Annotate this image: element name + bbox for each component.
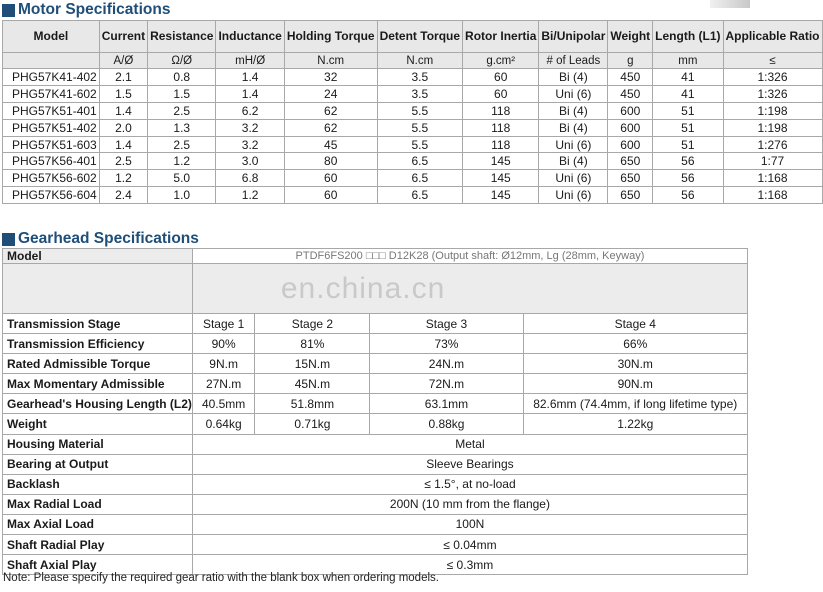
motor-table-row [3, 119, 823, 136]
motor-value-cell: 1.2 [216, 187, 284, 204]
motor-value-cell: 600 [608, 119, 653, 136]
motor-table-row [3, 170, 823, 187]
efficiency-value: 66% [523, 334, 748, 354]
gear-backlash-row [3, 474, 748, 494]
motor-value-cell: 450 [608, 85, 653, 102]
motor-value-cell: 145 [463, 187, 539, 204]
gear-model-label: Model [3, 249, 193, 264]
motor-table-row [3, 153, 823, 170]
housing-length-value: 40.5mm [192, 394, 255, 414]
motor-value-cell: 1:198 [723, 102, 822, 119]
motor-value-cell: 56 [653, 153, 723, 170]
motor-value-cell: 32 [284, 69, 377, 86]
motor-model-cell: PHG57K51-401 [3, 102, 100, 119]
motor-unit-cell: A/Ø [99, 53, 147, 69]
motor-value-cell: 2.5 [148, 102, 216, 119]
motor-value-cell: 650 [608, 170, 653, 187]
axial-play-value: ≤ 0.3mm [192, 555, 747, 575]
motor-value-cell: 60 [463, 69, 539, 86]
motor-column-header: Detent Torque [377, 21, 462, 53]
gear-watermark-row [3, 264, 748, 314]
efficiency-value: 73% [370, 334, 523, 354]
motor-value-cell: 3.0 [216, 153, 284, 170]
motor-model-cell: PHG57K41-402 [3, 69, 100, 86]
housing-length-value: 82.6mm (74.4mm, if long lifetime type) [523, 394, 748, 414]
gear-bearing-row [3, 454, 748, 474]
housing-material-label: Housing Material [3, 434, 193, 454]
motor-value-cell: 1:168 [723, 170, 822, 187]
motor-value-cell: 60 [284, 187, 377, 204]
motor-value-cell: 1:198 [723, 119, 822, 136]
motor-unit-cell: g.cm² [463, 53, 539, 69]
motor-unit-cell: N.cm [377, 53, 462, 69]
gear-title-text: Gearhead Specifications [18, 230, 199, 247]
watermark: en.china.cn [192, 264, 747, 314]
motor-value-cell: 1:326 [723, 85, 822, 102]
rated-torque-value: 9N.m [192, 354, 255, 374]
gear-section-title [2, 229, 199, 249]
gear-max-torque-row [3, 374, 748, 394]
motor-value-cell: 1.5 [99, 85, 147, 102]
rated-torque-value: 24N.m [370, 354, 523, 374]
stage-value: Stage 4 [523, 314, 748, 334]
gear-axial-load-row [3, 514, 748, 534]
max-torque-value: 45N.m [255, 374, 370, 394]
motor-value-cell: 1:168 [723, 187, 822, 204]
backlash-label: Backlash [3, 474, 193, 494]
motor-unit-cell: ≤ [723, 53, 822, 69]
gear-blank-label [3, 264, 193, 314]
motor-column-header: Resistance [148, 21, 216, 53]
motor-value-cell: 6.5 [377, 187, 462, 204]
weight-value: 1.22kg [523, 414, 748, 434]
motor-model-cell: PHG57K41-602 [3, 85, 100, 102]
housing-length-value: 51.8mm [255, 394, 370, 414]
weight-value: 0.88kg [370, 414, 523, 434]
motor-value-cell: 1.5 [148, 85, 216, 102]
gear-radial-load-row [3, 494, 748, 514]
motor-value-cell: 118 [463, 119, 539, 136]
gear-housing-material-row [3, 434, 748, 454]
gear-stage-row [3, 314, 748, 334]
motor-column-header: Rotor Inertia [463, 21, 539, 53]
housing-length-value: 63.1mm [370, 394, 523, 414]
motor-value-cell: 6.2 [216, 102, 284, 119]
motor-value-cell: 6.5 [377, 170, 462, 187]
motor-value-cell: Uni (6) [539, 187, 608, 204]
motor-value-cell: 51 [653, 119, 723, 136]
motor-value-cell: 56 [653, 170, 723, 187]
motor-value-cell: 2.5 [148, 136, 216, 153]
motor-value-cell: 60 [284, 170, 377, 187]
motor-value-cell: Bi (4) [539, 69, 608, 86]
efficiency-value: 90% [192, 334, 255, 354]
motor-value-cell: 3.5 [377, 85, 462, 102]
motor-value-cell: 41 [653, 85, 723, 102]
motor-column-header: Length (L1) [653, 21, 723, 53]
gear-rated-torque-row [3, 354, 748, 374]
motor-title-text: Motor Specifications [18, 1, 171, 18]
motor-value-cell: 650 [608, 153, 653, 170]
motor-value-cell: Uni (6) [539, 85, 608, 102]
motor-value-cell: 56 [653, 187, 723, 204]
motor-value-cell: 51 [653, 102, 723, 119]
motor-column-header: Current [99, 21, 147, 53]
section-marker-icon [2, 4, 15, 17]
motor-unit-cell: g [608, 53, 653, 69]
motor-table-row [3, 136, 823, 153]
motor-section-title [2, 0, 170, 20]
motor-value-cell: 600 [608, 102, 653, 119]
motor-value-cell: 24 [284, 85, 377, 102]
efficiency-label: Transmission Efficiency [3, 334, 193, 354]
gear-model-value: PTDF6FS200 □□□ D12K28 (Output shaft: Ø12mm, Lg (28mm, Keyway) [192, 249, 747, 264]
motor-value-cell: 45 [284, 136, 377, 153]
motor-value-cell: 1.4 [216, 69, 284, 86]
motor-table-row [3, 69, 823, 86]
motor-value-cell: 1:77 [723, 153, 822, 170]
section-marker-icon [2, 233, 15, 246]
axial-load-label: Max Axial Load [3, 514, 193, 534]
motor-value-cell: 6.8 [216, 170, 284, 187]
motor-column-header: Bi/Unipolar [539, 21, 608, 53]
housing-length-label: Gearhead's Housing Length (L2) [3, 394, 193, 414]
gear-weight-row [3, 414, 748, 434]
motor-unit-cell [3, 53, 100, 69]
backlash-value: ≤ 1.5°, at no-load [192, 474, 747, 494]
motor-spec-table [2, 20, 823, 204]
motor-table-row [3, 102, 823, 119]
motor-value-cell: 6.5 [377, 153, 462, 170]
motor-value-cell: 650 [608, 187, 653, 204]
motor-value-cell: 5.0 [148, 170, 216, 187]
motor-value-cell: 1.4 [99, 136, 147, 153]
stage-value: Stage 2 [255, 314, 370, 334]
gear-spec-table [2, 248, 748, 575]
motor-value-cell: 450 [608, 69, 653, 86]
motor-unit-cell: mH/Ø [216, 53, 284, 69]
motor-value-cell: 51 [653, 136, 723, 153]
motor-column-header: Applicable Ratio [723, 21, 822, 53]
motor-unit-cell: mm [653, 53, 723, 69]
bearing-value: Sleeve Bearings [192, 454, 747, 474]
motor-value-cell: 600 [608, 136, 653, 153]
rated-torque-value: 30N.m [523, 354, 748, 374]
gear-radial-play-row [3, 535, 748, 555]
motor-column-header: Weight [608, 21, 653, 53]
motor-value-cell: 118 [463, 136, 539, 153]
motor-value-cell: Uni (6) [539, 170, 608, 187]
motor-value-cell: 3.5 [377, 69, 462, 86]
motor-unit-cell: N.cm [284, 53, 377, 69]
rated-torque-label: Rated Admissible Torque [3, 354, 193, 374]
motor-value-cell: 3.2 [216, 136, 284, 153]
motor-value-cell: 62 [284, 119, 377, 136]
motor-value-cell: 1.2 [148, 153, 216, 170]
gear-efficiency-row [3, 334, 748, 354]
motor-table-row [3, 187, 823, 204]
radial-play-label: Shaft Radial Play [3, 535, 193, 555]
motor-column-header: Model [3, 21, 100, 53]
motor-value-cell: 62 [284, 102, 377, 119]
motor-value-cell: 1.4 [216, 85, 284, 102]
housing-material-value: Metal [192, 434, 747, 454]
motor-value-cell: 145 [463, 153, 539, 170]
motor-value-cell: 1.2 [99, 170, 147, 187]
motor-model-cell: PHG57K51-603 [3, 136, 100, 153]
motor-table-row [3, 85, 823, 102]
axial-play-label: Shaft Axial Play [3, 555, 193, 575]
motor-value-cell: 1:276 [723, 136, 822, 153]
radial-load-value: 200N (10 mm from the flange) [192, 494, 747, 514]
efficiency-value: 81% [255, 334, 370, 354]
motor-unit-cell: Ω/Ø [148, 53, 216, 69]
motor-value-cell: 1.3 [148, 119, 216, 136]
weight-value: 0.71kg [255, 414, 370, 434]
max-torque-value: 90N.m [523, 374, 748, 394]
ordering-note: Note: Please specify the required gear ratio with the blank box when ordering models. [3, 572, 439, 584]
motor-value-cell: 2.1 [99, 69, 147, 86]
stage-label: Transmission Stage [3, 314, 193, 334]
motor-value-cell: 2.4 [99, 187, 147, 204]
motor-model-cell: PHG57K56-604 [3, 187, 100, 204]
gear-model-row [3, 249, 748, 264]
motor-value-cell: Bi (4) [539, 153, 608, 170]
max-torque-value: 27N.m [192, 374, 255, 394]
motor-value-cell: 1.4 [99, 102, 147, 119]
stage-value: Stage 1 [192, 314, 255, 334]
weight-label: Weight [3, 414, 193, 434]
max-torque-value: 72N.m [370, 374, 523, 394]
motor-value-cell: 41 [653, 69, 723, 86]
motor-column-header: Inductance [216, 21, 284, 53]
axial-load-value: 100N [192, 514, 747, 534]
motor-column-header: Holding Torque [284, 21, 377, 53]
weight-value: 0.64kg [192, 414, 255, 434]
motor-value-cell: 2.0 [99, 119, 147, 136]
motor-value-cell: Bi (4) [539, 102, 608, 119]
motor-value-cell: Bi (4) [539, 119, 608, 136]
corner-decoration [710, 0, 750, 8]
motor-model-cell: PHG57K51-402 [3, 119, 100, 136]
radial-play-value: ≤ 0.04mm [192, 535, 747, 555]
motor-value-cell: 145 [463, 170, 539, 187]
motor-value-cell: 5.5 [377, 102, 462, 119]
motor-value-cell: 1.0 [148, 187, 216, 204]
radial-load-label: Max Radial Load [3, 494, 193, 514]
motor-unit-cell: # of Leads [539, 53, 608, 69]
motor-value-cell: 80 [284, 153, 377, 170]
motor-value-cell: 3.2 [216, 119, 284, 136]
motor-model-cell: PHG57K56-401 [3, 153, 100, 170]
motor-value-cell: Uni (6) [539, 136, 608, 153]
stage-value: Stage 3 [370, 314, 523, 334]
gear-housing-length-row [3, 394, 748, 414]
motor-value-cell: 0.8 [148, 69, 216, 86]
bearing-label: Bearing at Output [3, 454, 193, 474]
max-torque-label: Max Momentary Admissible [3, 374, 193, 394]
motor-value-cell: 60 [463, 85, 539, 102]
motor-value-cell: 118 [463, 102, 539, 119]
motor-value-cell: 1:326 [723, 69, 822, 86]
motor-value-cell: 2.5 [99, 153, 147, 170]
rated-torque-value: 15N.m [255, 354, 370, 374]
motor-model-cell: PHG57K56-602 [3, 170, 100, 187]
motor-value-cell: 5.5 [377, 136, 462, 153]
motor-value-cell: 5.5 [377, 119, 462, 136]
